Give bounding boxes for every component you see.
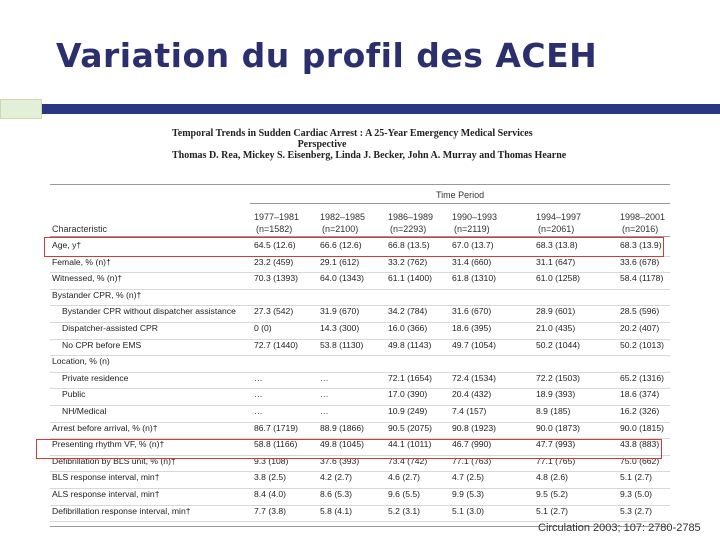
table-cell: 31.9 (670) [320,306,360,317]
table-cell: 90.0 (1815) [620,422,664,433]
period-header-years: 1990–1993 [452,212,498,222]
table-cell: 61.0 (1258) [536,273,580,284]
table-cell: 37.6 (393) [320,455,360,466]
table-cell: 72.4 (1534) [452,372,496,383]
period-header-n: (n=2061) [538,224,575,234]
table-cell: 68.3 (13.9) [620,240,662,250]
row-label: NH/Medical [62,406,107,416]
period-header-n: (n=2119) [454,224,490,234]
period-header-years: 1982–1985 [320,212,366,222]
table-cell: 4.6 (2.7) [388,472,421,483]
table-cell: 72.2 (1503) [536,372,580,383]
table-cell: 49.7 (1054) [452,339,496,350]
table-cell: 5.3 (2.7) [620,505,653,516]
table-cell: 31.6 (670) [452,306,492,317]
table-cell: 58.4 (1178) [620,273,664,284]
table-cell: 31.4 (660) [452,256,492,267]
table-cell: 9.3 (108) [254,455,289,466]
table-cell: 66.8 (13.5) [388,240,430,250]
row-label: Witnessed, % (n)† [52,273,123,284]
citation: Circulation 2003; 107: 2780-2785 [538,522,701,534]
table-cell: 50.2 (1013) [620,339,664,350]
row-separator [50,289,670,290]
table-cell: 7.4 (157) [452,406,487,416]
table-cell: … [320,406,329,416]
table-cell: 9.3 (5.0) [620,489,653,499]
period-header-n: (n=2293) [390,224,427,234]
row-label: Location, % (n) [52,356,110,367]
period-rule [250,203,670,204]
table-cell: 18.6 (374) [620,389,660,400]
period-header-n: (n=2100) [322,224,359,234]
table-cell: … [254,406,263,416]
table-top-rule [50,184,670,185]
table-cell: 90.5 (2075) [388,422,432,433]
highlight-age-row [44,237,664,257]
table-cell: 3.8 (2.5) [254,472,287,483]
row-label: Female, % (n)† [52,256,111,267]
table-cell: 65.2 (1316) [620,372,664,383]
table-cell: 77.1 (763) [452,455,492,466]
table-cell: 67.0 (13.7) [452,240,494,250]
table-cell: 64.0 (1343) [320,273,364,284]
row-label: ALS response interval, min† [52,489,160,499]
row-label: Dispatcher-assisted CPR [62,323,158,333]
period-header-n: (n=2016) [622,224,659,234]
article-authors: Thomas D. Rea, Mickey S. Eisenberg, Linda J. Becker, John A. Murray and Thomas Hearne [172,150,567,161]
table-cell: 75.0 (662) [620,455,660,466]
row-label: Bystander CPR without dispatcher assistance [62,306,236,317]
article-header [172,128,567,161]
table-cell: … [254,372,263,383]
article-title-line2: Perspective [297,139,347,150]
table-cell: 46.7 (990) [452,439,492,450]
table-cell: 8.4 (4.0) [254,489,287,499]
period-label: Time Period [436,190,485,200]
table-cell: 4.7 (2.5) [452,472,485,483]
table-cell: 16.2 (326) [620,406,660,416]
table-cell: … [254,389,263,400]
table-cell: 29.1 (612) [320,256,360,267]
table-cell: 31.1 (647) [536,256,576,267]
table-cell: 72.1 (1654) [388,372,432,383]
accent-bar [42,104,720,114]
highlight-vf-row [36,439,662,459]
row-label: BLS response interval, min† [52,472,160,483]
row-label: Defibrillation response interval, min† [52,505,191,516]
table-cell: 5.8 (4.1) [320,505,353,516]
table-cell: 68.3 (13.8) [536,240,578,250]
table-cell: 64.5 (12.6) [254,240,296,250]
table-cell: 73.4 (742) [388,455,428,466]
table-cell: 18.9 (393) [536,389,576,400]
period-header-years: 1977–1981 [254,212,300,222]
period-header-n: (n=1582) [256,224,293,234]
table-cell: 88.9 (1866) [320,422,364,433]
table-cell: 90.8 (1923) [452,422,496,433]
row-label: Defibrillation by BLS unit, % (n)† [52,455,176,466]
table-cell: 27.3 (542) [254,306,294,317]
table-cell: 18.6 (395) [452,323,492,333]
table-cell: 16.0 (366) [388,323,428,333]
table-cell: 9.5 (5.2) [536,489,569,499]
table-cell: 8.6 (5.3) [320,489,353,499]
period-header-years: 1998–2001 [620,212,666,222]
period-header-years: 1986–1989 [388,212,434,222]
table-cell: 90.0 (1873) [536,422,580,433]
table-cell: 21.0 (435) [536,323,576,333]
row-label: Private residence [62,372,129,383]
table-cell: 17.0 (390) [388,389,428,400]
table-cell: 33.2 (762) [388,256,428,267]
slide-title: Variation du profil des ACEH [56,36,598,75]
table-cell: 0 (0) [254,323,272,333]
table-cell: 77.1 (765) [536,455,576,466]
table-cell: 5.1 (3.0) [452,505,485,516]
table-cell: 4.8 (2.6) [536,472,569,483]
table-cell: 20.4 (432) [452,389,492,400]
row-separator [50,388,670,389]
table-cell: 61.1 (1400) [388,273,432,284]
table-cell: 7.7 (3.8) [254,505,287,516]
table-cell: 61.8 (1310) [452,273,496,284]
accent-square [0,99,42,119]
row-label: Public [62,389,86,400]
table-cell: 23.2 (459) [254,256,294,267]
table-cell: 5.1 (2.7) [620,472,653,483]
table-cell: 47.7 (993) [536,439,576,450]
table-cell: 8.9 (185) [536,406,571,416]
table-cell: 10.9 (249) [388,406,428,416]
table-cell: 5.2 (3.1) [388,505,421,516]
row-label: Presenting rhythm VF, % (n)† [52,439,165,450]
table-cell: 72.7 (1440) [254,339,298,350]
table-cell: 4.2 (2.7) [320,472,353,483]
table-cell: 58.8 (1166) [254,439,298,450]
table-cell: 44.1 (1011) [388,439,432,450]
table-cell: … [320,389,329,400]
table-cell: 33.6 (678) [620,256,660,267]
table-cell: 49.8 (1045) [320,439,364,450]
table-cell: 66.6 (12.6) [320,240,362,250]
row-separator [50,405,670,406]
period-header-years: 1994–1997 [536,212,582,222]
table-cell: 86.7 (1719) [254,422,298,433]
table-cell: 9.9 (5.3) [452,489,485,499]
row-label: Arrest before arrival, % (n)† [52,422,158,433]
table-cell: 9.6 (5.5) [388,489,421,499]
row-label: Bystander CPR, % (n)† [52,289,142,300]
row-label: No CPR before EMS [62,339,142,350]
article-title-line1: Temporal Trends in Sudden Cardiac Arrest : A 25-Year Emergency Medical Services [172,128,533,139]
table-cell: 20.2 (407) [620,323,660,333]
table-cell: 5.1 (2.7) [536,505,569,516]
table-cell: 28.9 (601) [536,306,576,317]
table-cell: 34.2 (784) [388,306,428,317]
table-cell: 53.8 (1130) [320,339,364,350]
table-cell: 43.8 (883) [620,439,660,450]
table-cell: 28.5 (596) [620,306,660,317]
row-separator [50,355,670,356]
table-cell: … [320,372,329,383]
table-cell: 49.8 (1143) [388,339,432,350]
table-cell: 14.3 (300) [320,323,360,333]
table-cell: 70.3 (1393) [254,273,298,284]
characteristic-header: Characteristic [52,224,108,234]
row-label: Age, y† [52,240,82,250]
table-cell: 50.2 (1044) [536,339,580,350]
